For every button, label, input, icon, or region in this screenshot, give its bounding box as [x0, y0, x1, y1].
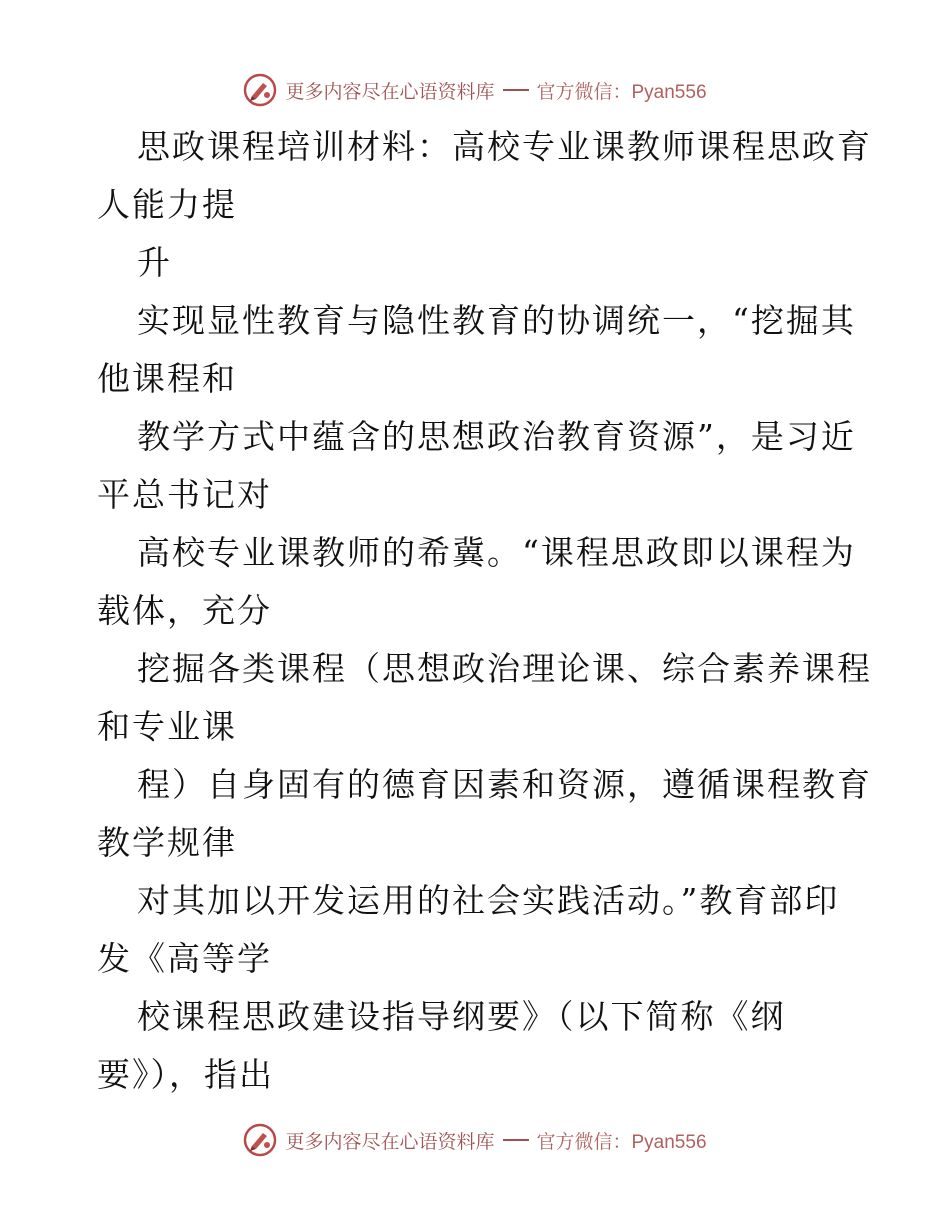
text-line: 教学方式中蕴含的思想政治教育资源”，是习近 [137, 417, 856, 456]
footer-banner [0, 1120, 950, 1160]
header-banner-wechat: 官方微信：Pyan556 [536, 81, 707, 103]
text-line: 校课程思政建设指导纲要》（以下简称《纲 [137, 997, 786, 1036]
text-line: 要》），指出 [97, 1055, 274, 1094]
footer-banner-separator [503, 1139, 529, 1141]
text-line: 实现显性教育与隐性教育的协调统一，“挖掘其 [137, 301, 856, 340]
header-banner-separator [503, 89, 529, 91]
footer-banner-wechat: 官方微信：Pyan556 [536, 1131, 707, 1153]
text-line: 思政课程培训材料：高校专业课教师课程思政育 [137, 127, 872, 166]
text-line: 平总书记对 [97, 475, 272, 514]
text-line: 他课程和 [97, 359, 237, 398]
text-line: 发《高等学 [97, 939, 272, 978]
header-banner [0, 70, 950, 110]
brand-logo-icon [243, 1123, 277, 1157]
text-line: 对其加以开发运用的社会实践活动。”教育部印 [137, 881, 840, 920]
footer-banner-text: 更多内容尽在心语资料库 [285, 1130, 495, 1153]
text-line: 升 [137, 243, 172, 282]
brand-logo-icon [243, 73, 277, 107]
document-body [97, 118, 872, 1104]
header-banner-text: 更多内容尽在心语资料库 [285, 80, 495, 103]
text-line: 高校专业课教师的希冀。“课程思政即以课程为 [137, 533, 856, 572]
text-line: 教学规律 [97, 823, 237, 862]
text-line: 和专业课 [97, 707, 237, 746]
text-line: 载体，充分 [97, 591, 272, 630]
text-line: 人能力提 [97, 185, 237, 224]
text-line: 挖掘各类课程（思想政治理论课、综合素养课程 [137, 649, 872, 688]
text-line: 程）自身固有的德育因素和资源，遵循课程教育 [137, 765, 872, 804]
